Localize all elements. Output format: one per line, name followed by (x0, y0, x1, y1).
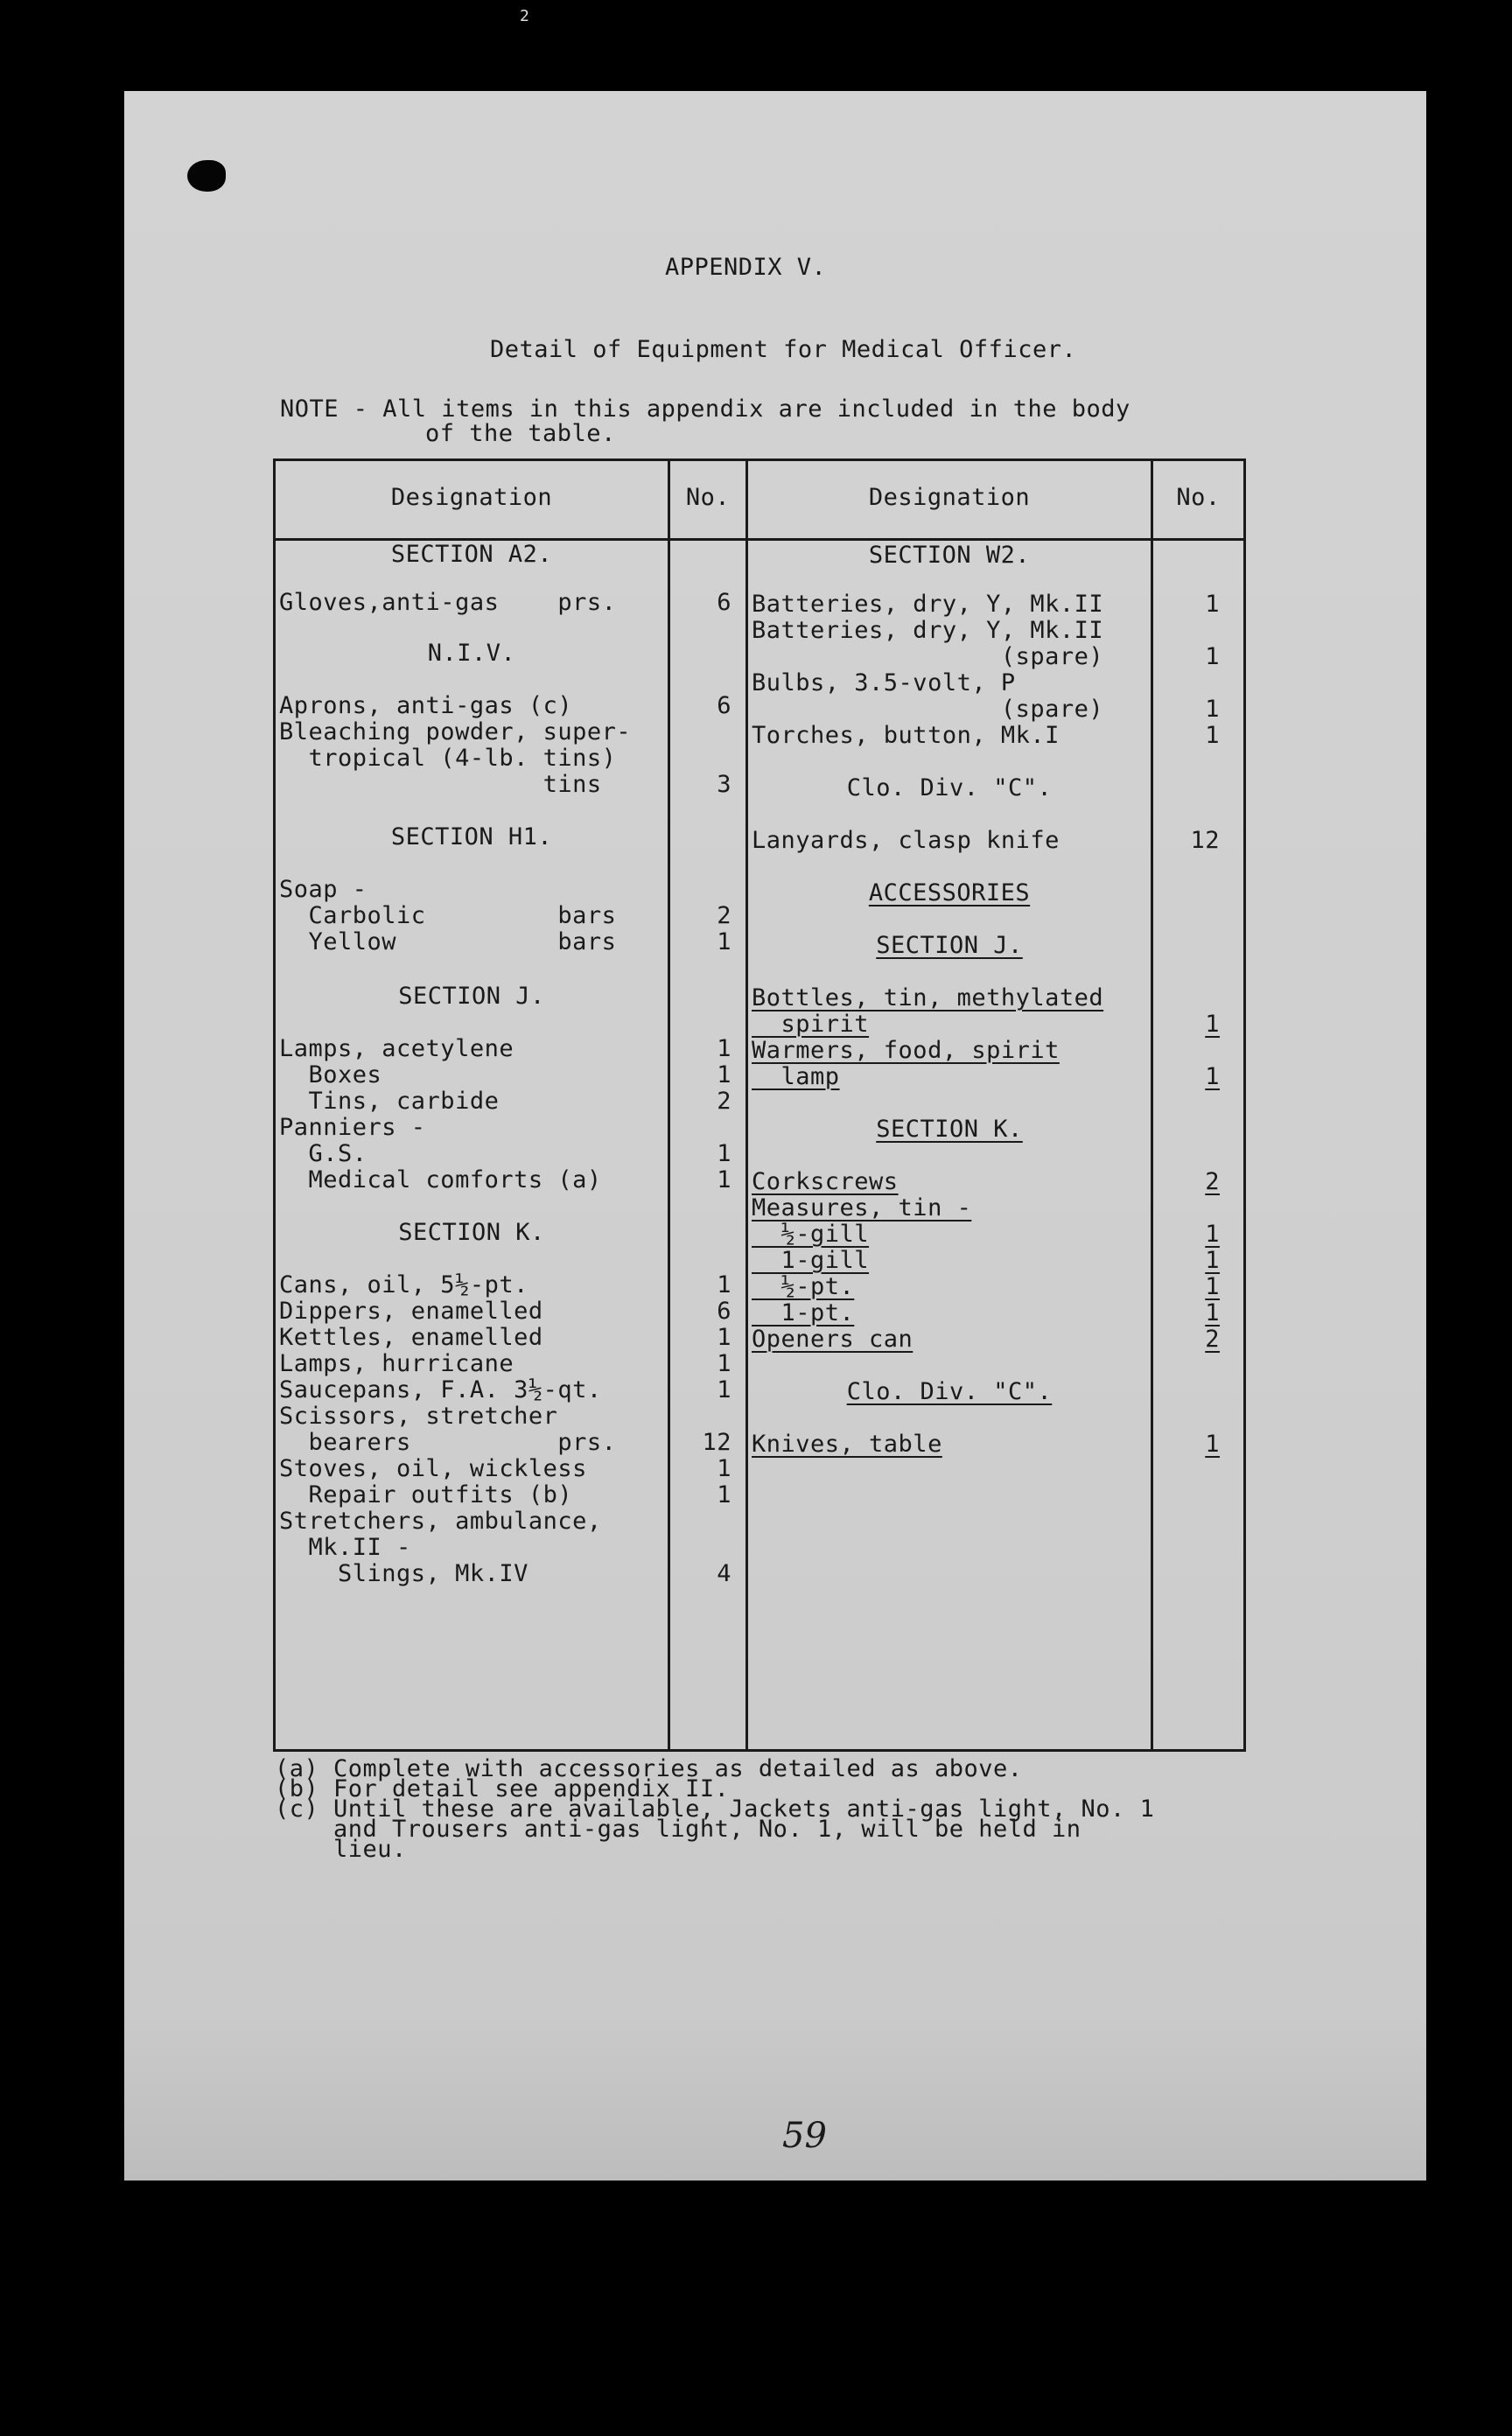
underlined-quantity: 1 (1205, 1431, 1220, 1458)
section-heading (748, 879, 1151, 906)
item-quantity: 6 (717, 1298, 732, 1325)
footnote-line: and Trousers anti-gas light, No. 1, will be held in (275, 1816, 1082, 1843)
item-designation: Bleaching powder, super- (279, 718, 632, 746)
underlined-text: Openers can (752, 1326, 914, 1353)
section-heading (748, 932, 1151, 959)
underlined-text: lamp (752, 1063, 840, 1090)
item-designation: Gloves,anti-gas prs. (279, 589, 617, 616)
item-quantity (1153, 1011, 1220, 1038)
item-designation: Scissors, stretcher (279, 1403, 558, 1430)
underlined-quantity: 1 (1205, 1247, 1220, 1274)
item-quantity: 1 (717, 1140, 732, 1167)
item-designation: Panniers - (279, 1114, 426, 1141)
item-designation (752, 1037, 1060, 1064)
item-designation: Bulbs, 3.5-volt, P (752, 669, 1016, 696)
underlined-text: 1-pt. (752, 1299, 855, 1326)
footnote-line: lieu. (275, 1836, 407, 1863)
item-designation: Slings, Mk.IV (279, 1560, 528, 1587)
item-quantity: 1 (717, 1324, 732, 1351)
section-heading: N.I.V. (427, 640, 516, 667)
section-heading: SECTION H1. (390, 823, 553, 850)
item-designation: Repair outfits (b) (279, 1481, 573, 1508)
section-heading: SECTION A2. (390, 541, 553, 568)
underlined-quantity: 1 (1205, 1299, 1220, 1326)
item-designation (752, 1168, 899, 1195)
header-no-right: No. (1176, 484, 1221, 511)
item-designation: Soap - (279, 876, 368, 903)
section-heading (748, 1378, 1151, 1405)
underlined-quantity: 2 (1205, 1326, 1220, 1353)
item-quantity (1153, 1221, 1220, 1248)
item-quantity: 1 (717, 1350, 732, 1377)
item-quantity: 4 (717, 1560, 732, 1587)
section-heading: SECTION W2. (868, 542, 1031, 569)
appendix-title: APPENDIX V. (665, 254, 827, 281)
item-quantity: 1 (1205, 591, 1220, 618)
item-quantity (1153, 1326, 1220, 1353)
item-designation (752, 1063, 840, 1090)
item-quantity: 1 (1205, 643, 1220, 670)
item-designation (752, 1299, 854, 1326)
underlined-quantity: 1 (1205, 1063, 1220, 1090)
item-quantity: 1 (717, 1455, 732, 1482)
item-quantity: 3 (717, 771, 732, 798)
item-quantity: 1 (717, 1271, 732, 1298)
item-designation (752, 1011, 869, 1038)
item-quantity: 1 (717, 1376, 732, 1404)
item-designation (752, 1194, 971, 1222)
underlined-text: Measures, tin - (752, 1194, 972, 1222)
header-no-left: No. (685, 484, 731, 511)
item-quantity: 6 (717, 589, 732, 616)
section-heading (748, 1116, 1151, 1143)
item-designation: Lamps, hurricane (279, 1350, 514, 1377)
footnote-line: (a) Complete with accessories as detailed as above. (275, 1755, 1023, 1782)
underlined-text: Knives, table (752, 1431, 942, 1458)
item-quantity: 1 (717, 1166, 732, 1194)
item-designation: Dippers, enamelled (279, 1298, 543, 1325)
item-designation: Torches, button, Mk.I (752, 722, 1060, 749)
note-line-2: of the table. (425, 420, 616, 447)
underlined-quantity: 1 (1205, 1273, 1220, 1300)
footnote-line: (c) Until these are available, Jackets anti-gas light, No. 1 (275, 1796, 1155, 1823)
underlined-text: Corkscrews (752, 1168, 899, 1195)
item-designation (752, 1247, 869, 1274)
page-number: 59 (782, 2116, 827, 2156)
header-designation-right: Designation (868, 484, 1031, 511)
item-quantity (1153, 1299, 1220, 1326)
note-line-1: NOTE - All items in this appendix are included in the body (280, 396, 1130, 423)
underlined-text: ½-pt. (752, 1273, 855, 1300)
item-quantity: 1 (717, 1481, 732, 1508)
top-mark: 2 (520, 7, 529, 25)
item-quantity: 6 (717, 692, 732, 719)
item-designation (752, 1273, 854, 1300)
underlined-text: Warmers, food, spirit (752, 1037, 1060, 1064)
underlined-text: ½-gill (752, 1221, 870, 1248)
item-designation (752, 1431, 942, 1458)
item-quantity: 12 (702, 1429, 732, 1456)
underlined-text: Clo. Div. "C". (846, 1378, 1053, 1405)
item-quantity (1153, 1168, 1220, 1195)
item-designation: Stoves, oil, wickless (279, 1455, 587, 1482)
item-quantity: 1 (717, 1035, 732, 1062)
item-designation (752, 984, 1103, 1012)
item-quantity (1153, 1063, 1220, 1090)
item-quantity (1153, 1431, 1220, 1458)
item-quantity: 2 (717, 902, 732, 929)
underlined-text: 1-gill (752, 1247, 870, 1274)
item-designation: Batteries, dry, Y, Mk.II (752, 617, 1104, 644)
item-designation: Cans, oil, 5½-pt. (279, 1271, 528, 1298)
item-designation: G.S. (279, 1140, 368, 1167)
header-designation-left: Designation (390, 484, 553, 511)
item-designation: Stretchers, ambulance, (279, 1508, 602, 1535)
underlined-text: Bottles, tin, methylated (752, 984, 1104, 1012)
item-designation (752, 1326, 913, 1353)
underlined-text: spirit (752, 1011, 870, 1038)
underlined-quantity: 1 (1205, 1221, 1220, 1248)
underlined-quantity: 1 (1205, 1011, 1220, 1038)
item-designation: Lanyards, clasp knife (752, 827, 1060, 854)
section-heading: SECTION K. (398, 1219, 545, 1246)
item-designation: Boxes (279, 1061, 382, 1088)
underlined-text: SECTION K. (876, 1116, 1023, 1143)
item-designation: Saucepans, F.A. 3½-qt. (279, 1376, 602, 1404)
item-designation: Lamps, acetylene (279, 1035, 514, 1062)
underlined-text: SECTION J. (876, 932, 1023, 959)
item-designation: Tins, carbide (279, 1088, 500, 1115)
item-quantity: 2 (717, 1088, 732, 1115)
item-quantity: 1 (1205, 696, 1220, 723)
item-designation: Batteries, dry, Y, Mk.II (752, 591, 1104, 618)
underlined-quantity: 2 (1205, 1168, 1220, 1195)
item-designation: tins (279, 771, 602, 798)
item-quantity (1153, 1247, 1220, 1274)
footnote-line: (b) For detail see appendix II. (275, 1775, 730, 1802)
document-page (124, 91, 1426, 2180)
item-designation: (spare) (752, 696, 1104, 723)
item-designation: Medical comforts (a) (279, 1166, 602, 1194)
item-designation: Kettles, enamelled (279, 1324, 543, 1351)
item-quantity (1153, 1273, 1220, 1300)
item-quantity: 1 (717, 1061, 732, 1088)
item-designation: Mk.II - (279, 1534, 411, 1561)
punch-hole (187, 160, 226, 192)
section-heading: SECTION J. (398, 983, 545, 1010)
item-quantity: 12 (1190, 827, 1220, 854)
document-subtitle: Detail of Equipment for Medical Officer. (490, 336, 1077, 363)
underlined-text: ACCESSORIES (868, 879, 1031, 906)
item-designation: (spare) (752, 643, 1104, 670)
item-quantity: 1 (717, 928, 732, 956)
item-designation: Aprons, anti-gas (c) (279, 692, 573, 719)
item-designation: Yellow bars (279, 928, 617, 956)
item-designation: Carbolic bars (279, 902, 617, 929)
item-designation: bearers prs. (279, 1429, 617, 1456)
equipment-table (273, 458, 1246, 1752)
section-heading: Clo. Div. "C". (846, 774, 1053, 802)
item-quantity: 1 (1205, 722, 1220, 749)
item-designation: tropical (4-lb. tins) (279, 745, 617, 772)
col-divider (746, 461, 748, 1749)
item-designation (752, 1221, 869, 1248)
